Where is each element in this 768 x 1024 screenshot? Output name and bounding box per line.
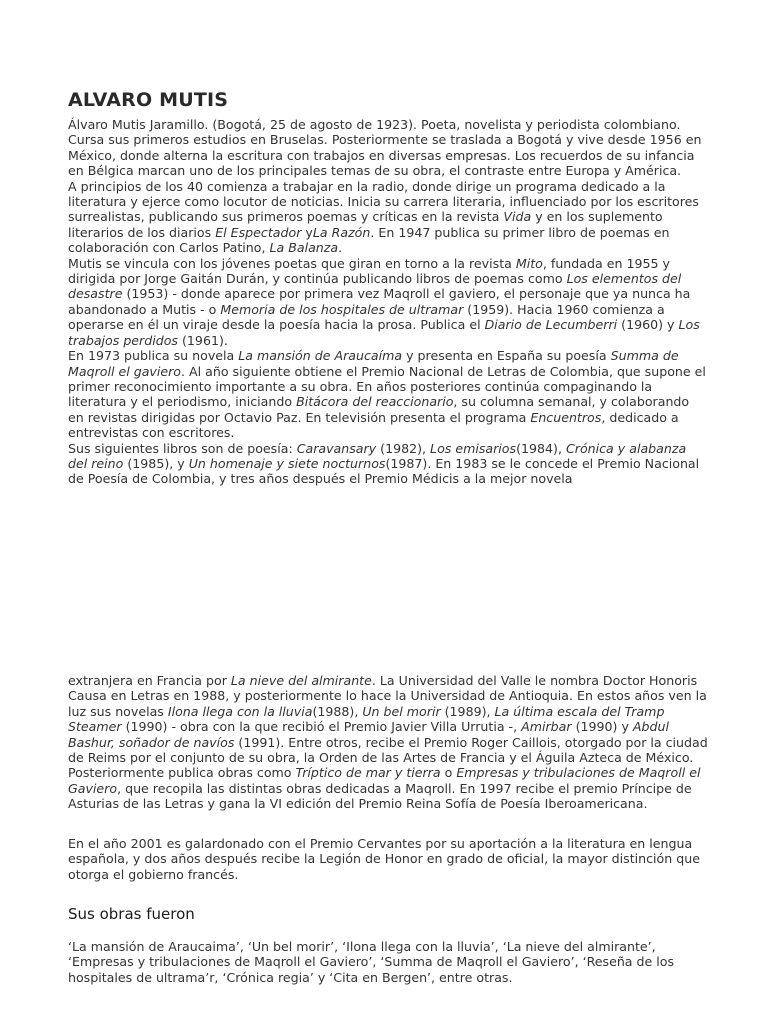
biography-block-2 [68, 673, 708, 812]
paragraph-intro: Álvaro Mutis Jaramillo. (Bogotá, 25 de agosto de 1923). Poeta, novelista y periodista colombiano. Cursa sus primeros estudios en Bruselas. Posteriormente se traslada a Bogotá y vive desde 1956 en México, donde alterna la escritura con trabajos en diversas empresas. Los recuerdos de su infancia en Bélgica marcan uno de los principales temas de su obra, el contraste entre Europa y América. [68, 117, 702, 179]
works-block [68, 939, 708, 985]
paragraph-later-works: Posteriormente publica obras como Tríptico de mar y tierra o Empresas y tribulaciones de Maqroll el Gaviero, que recopila las distintas obras dedicadas a Maqroll. En 1997 recibe el premio Príncipe de Asturias de las Letras y gana la VI edición del Premio Reina Sofía de Poesía Iberoamericana. [68, 765, 701, 812]
page-title: ALVARO MUTIS [68, 89, 229, 111]
section-heading: Sus obras fueron [68, 905, 195, 923]
paragraph-novels: extranjera en Francia por La nieve del almirante. La Universidad del Valle le nombra Doctor Honoris Causa en Letras en 1988, y posteriormente lo hace la Universidad de Antioquia. En estos años ven la luz sus novelas Ilona llega con la lluvia(1988), Un bel morir (1989), La última escala del Tramp Steamer (1990) - obra con la que recibió el Premio Javier Villa Urrutia -, Amirbar (1990) y Abdul Bashur, soñador de navíos (1991). Entre otros, recibe el Premio Roger Caillois, otorgado por la ciudad de Reims por el conjunto de su obra, la Orden de las Artes de Francia y el Águila Azteca de México. [68, 673, 708, 766]
paragraph-radio: A principios de los 40 comienza a trabajar en la radio, donde dirige un programa dedicado a la literatura y ejerce como locutor de noticias. Inicia su carrera literaria, influenciado por los escritores surrealistas, publicando sus primeros poemas y críticas en la revista Vida y en los suplemento literarios de los diarios El Espectador yLa Razón. En 1947 publica su primer libro de poemas en colaboración con Carlos Patino, La Balanza. [68, 178, 699, 256]
biography-block-1 [68, 117, 708, 487]
paragraph-cervantes: En el año 2001 es galardonado con el Premio Cervantes por su aportación a la literatura en lengua española, y dos años después recibe la Legión de Honor en grado de oficial, la mayor distinción que otorga el gobierno francés. [68, 836, 700, 882]
paragraph-mito: Mutis se vincula con los jóvenes poetas que giran en torno a la revista Mito, fundada en 1955 y dirigida por Jorge Gaitán Durán, y continúa publicando libros de poemas como Los elementos del desastre (1953) - donde aparece por primera vez Maqroll el gaviero, el personaje que ya nunca ha abandonado a Mutis - o Memoria de los hospitales de ultramar (1959). Hacia 1960 comienza a operarse en él un viraje desde la poesía hacia la prosa. Publica el Diario de Lecumberri (1960) y Los trabajos perdidos (1961). [68, 255, 700, 348]
paragraph-1973: En 1973 publica su novela La mansión de Araucaíma y presenta en España su poesía Summa de Maqroll el gaviero. Al año siguiente obtiene el Premio Nacional de Letras de Colombia, que supone el primer reconocimiento importante a su obra. En años posteriores continúa compaginando la literatura y el periodismo, iniciando Bitácora del reaccionario, su columna semanal, y colaborando en revistas dirigidas por Octavio Paz. En televisión presenta el programa Encuentros, dedicado a entrevistas con escritores. [68, 348, 706, 441]
paragraph-works-list: ‘La mansión de Araucaima’, ‘Un bel morir’, ‘Ilona llega con la lluvia’, ‘La nieve del almirante’, ‘Empresas y tribulaciones de Maqroll el Gaviero’, ‘Summa de Maqroll el Gaviero’, ‘Reseña de los hospitales de ultrama’r, ‘Crónica regia’ y ‘Cita en Bergen’, entre otras. [68, 939, 675, 985]
paragraph-poetry: Sus siguientes libros son de poesía: Caravansary (1982), Los emisarios(1984), Crónica y alabanza del reino (1985), y Un homenaje y siete nocturnos(1987). En 1983 se le concede el Premio Nacional de Poesía de Colombia, y tres años después el Premio Médicis a la mejor novela [68, 440, 700, 487]
biography-block-3 [68, 836, 708, 882]
